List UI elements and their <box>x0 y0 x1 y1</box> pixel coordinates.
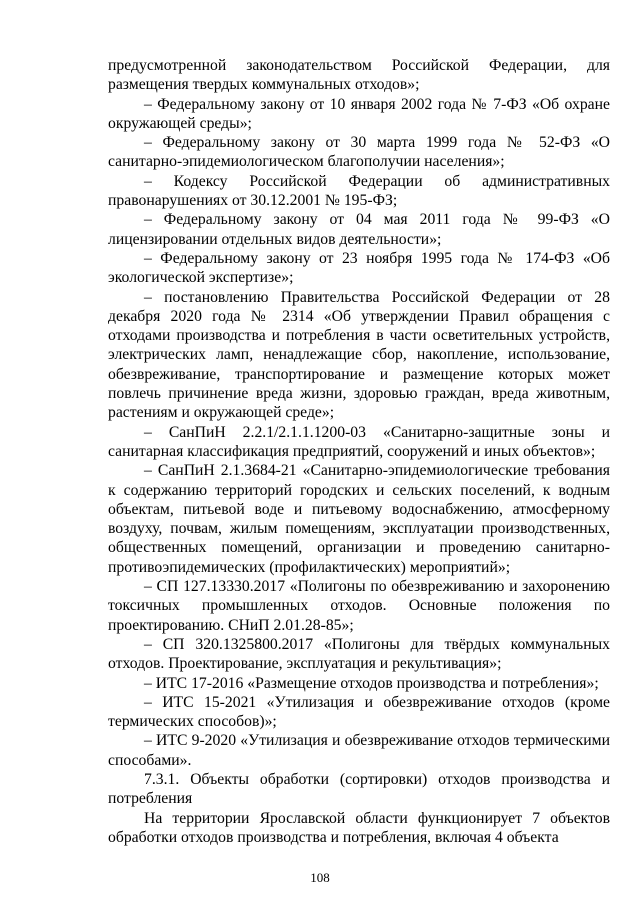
section-heading-7-3-1: 7.3.1. Объекты обработки (сортировки) отходов производства и потребления <box>108 770 610 808</box>
list-item-administrative-code: – Кодексу Российской Федерации об административных правонарушениях от 30.12.2001 № 195-ФЗ; <box>108 172 610 210</box>
list-item-sanpin-1200-03: – СанПиН 2.2.1/2.1.1.1200-03 «Санитарно-защитные зоны и санитарная классификация предприятий, сооружений и иных объектов»; <box>108 423 610 460</box>
list-item-sanpin-3684-21: – СанПиН 2.1.3684-21 «Санитарно-эпидемиологические требования к содержанию территорий городских и сельских поселений, к водным объектам, питьевой воде и питьевому водоснабжению, атмосферному воздуху, почвам, жилым помещениям, эксплуатации производственных, общественных помещений, организации и проведению санитарно-противоэпидемических (профилактических) мероприятий»; <box>108 462 610 576</box>
paragraph-continuation: предусмотренной законодательством Российской Федерации, для размещения твердых коммунальных отходов»; <box>108 57 610 94</box>
body-paragraph: На территории Ярославской области функционирует 7 объектов обработки отходов производства и потребления, включая 4 объекта <box>108 809 610 846</box>
list-item-federal-law-52fz: – Федеральному закону от 30 марта 1999 года № 52-ФЗ «О санитарно-эпидемиологическом благополучии населения»; <box>108 134 610 171</box>
list-item-its-15: – ИТС 15-2021 «Утилизация и обезвреживание отходов (кроме термических способов)»; <box>108 693 610 731</box>
list-item-its-9: – ИТС 9-2020 «Утилизация и обезвреживание отходов термическими способами». <box>108 732 610 769</box>
page-number: 108 <box>310 870 330 885</box>
list-item-federal-law-174fz: – Федеральному закону от 23 ноября 1995 года № 174-ФЗ «Об экологической экспертизе»; <box>108 249 610 287</box>
list-item-sp-320: – СП 320.1325800.2017 «Полигоны для твёрдых коммунальных отходов. Проектирование, эксплуатация и рекультивация»; <box>108 635 610 673</box>
list-item-its-17: – ИТС 17-2016 «Размещение отходов производства и потребления»; <box>144 674 599 692</box>
list-item-federal-law-7fz: – Федеральному закону от 10 января 2002 года № 7-ФЗ «Об охране окружающей среды»; <box>108 95 610 132</box>
list-item-federal-law-99fz: – Федеральному закону от 04 мая 2011 года № 99-ФЗ «О лицензировании отдельных видов деятельности»; <box>108 211 610 248</box>
list-item-sp-127: – СП 127.13330.2017 «Полигоны по обезвреживанию и захоронению токсичных промышленных отходов. Основные положения по проектированию. СНиП 2.01.28-85»; <box>108 578 610 634</box>
document-body <box>108 56 610 847</box>
list-item-government-decree-2314: – постановлению Правительства Российской Федерации от 28 декабря 2020 года № 2314 «Об утверждении Правил обращения с отходами производства и потребления в части осветительных устройств, электрических ламп, ненадлежащие сбор, накопление, использование, обезвреживание, транспортирование и размещение которых может повлечь причинение вреда жизни, здоровью граждан, вреда животным, растениям и окружающей среде»; <box>108 288 610 422</box>
